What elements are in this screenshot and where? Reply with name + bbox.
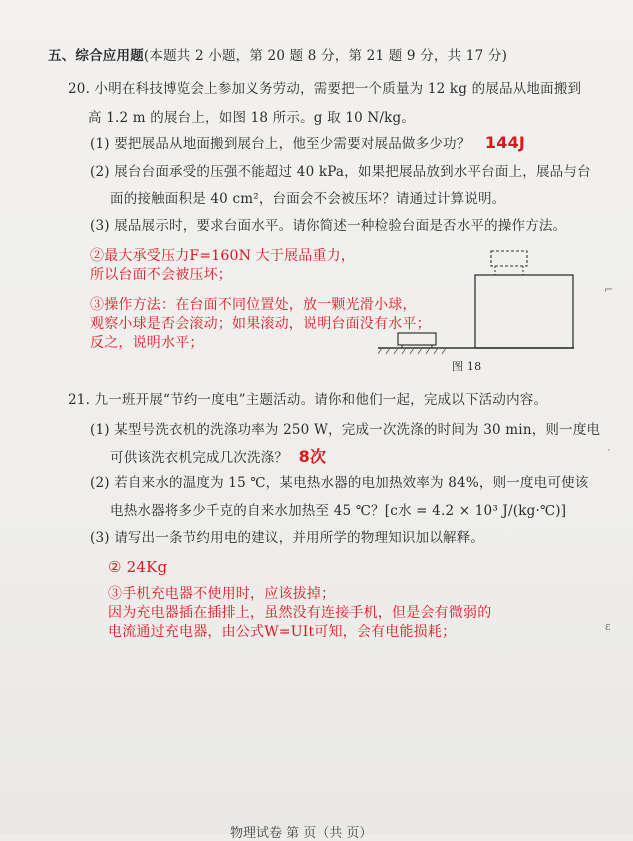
q20-line2: 高 1.2 m 的展台上，如图 18 所示。g 取 10 N/kg。 xyxy=(88,110,416,126)
q20-line1: 20. 小明在科技博览会上参加义务劳动，需要把一个质量为 12 kg 的展品从地面搬到 xyxy=(68,81,582,97)
q21-answer3-line3: 电流通过充电器，由公式W=UIt可知，会有电能损耗； xyxy=(108,624,457,640)
q21-answer2: ② 24Kg xyxy=(108,558,168,576)
q20-answer3-line2: 观察小球是否会滚动；如果滚动，说明台面没有水平； xyxy=(90,316,431,332)
q21-part1-line1: (1) 某型号洗衣机的洗涤功率为 250 W，完成一次洗涤的时间为 30 min，则一度电 xyxy=(90,422,601,438)
section-title: 五、综合应用题 xyxy=(48,48,144,64)
q20-answer3-line3: 反之，说明水平； xyxy=(90,335,204,351)
q21-line1: 21. 九一班开展“节约一度电”主题活动。请你和他们一起，完成以下活动内容。 xyxy=(68,392,548,408)
q21-part1-line2 xyxy=(110,444,326,467)
figure-18-caption: 图 18 xyxy=(452,360,482,373)
q20-part1-answer: 144J xyxy=(484,133,526,152)
margin-mark: ˙ xyxy=(606,448,612,461)
q20-part2-line2: 面的接触面积是 40 cm²，台面会不会被压坏？请通过计算说明。 xyxy=(110,191,506,207)
q20-answer2-line1: ②最大承受压力F=160N 大于展品重力， xyxy=(90,248,356,264)
section-heading xyxy=(48,44,507,64)
q21-answer3-line2: 因为充电器插在插排上，虽然没有连接手机，但是会有微弱的 xyxy=(108,605,492,621)
q20-part2-line1: (2) 展台台面承受的压强不能超过 40 kPa，如果把展品放到水平台面上，展品与台 xyxy=(90,164,591,180)
q20-part3: (3) 展品展示时，要求台面水平。请你简述一种检验台面是否水平的操作方法。 xyxy=(90,218,567,234)
q20-part1-text: (1) 要把展品从地面搬到展台上，他至少需要对展品做多少功？ xyxy=(90,136,471,152)
page-footer: 物理试卷 第 页（共 页） xyxy=(230,826,373,841)
section-subtitle: (本题共 2 小题，第 20 题 8 分，第 21 题 9 分，共 17 分) xyxy=(143,48,508,64)
q20-answer3-line1: ③操作方法：在台面不同位置处，放一颗光滑小球， xyxy=(90,297,417,313)
margin-mark: ⌐ xyxy=(604,283,614,296)
q21-part3: (3) 请写出一条节约用电的建议，并用所学的物理知识加以解释。 xyxy=(90,530,485,546)
margin-mark: ε xyxy=(605,620,611,633)
q20-answer2-line2: 所以台面不会被压坏； xyxy=(90,267,232,283)
q21-answer3-line1: ③手机充电器不使用时，应该拔掉； xyxy=(108,586,336,602)
q21-part2-line1: (2) 若自来水的温度为 15 ℃，某电热水器的电加热效率为 84%，则一度电可使该 xyxy=(90,475,589,491)
q21-part1-text: 可供该洗衣机完成几次洗涤？ xyxy=(110,450,289,466)
q20-part1 xyxy=(90,132,525,152)
figure-18-diagram xyxy=(378,235,578,365)
q21-part2-line2: 电热水器将多少千克的自来水加热至 45 ℃？[c水 = 4.2 × 10³ J/(kg·℃)] xyxy=(110,503,567,519)
q21-part1-answer: 8次 xyxy=(298,447,327,466)
